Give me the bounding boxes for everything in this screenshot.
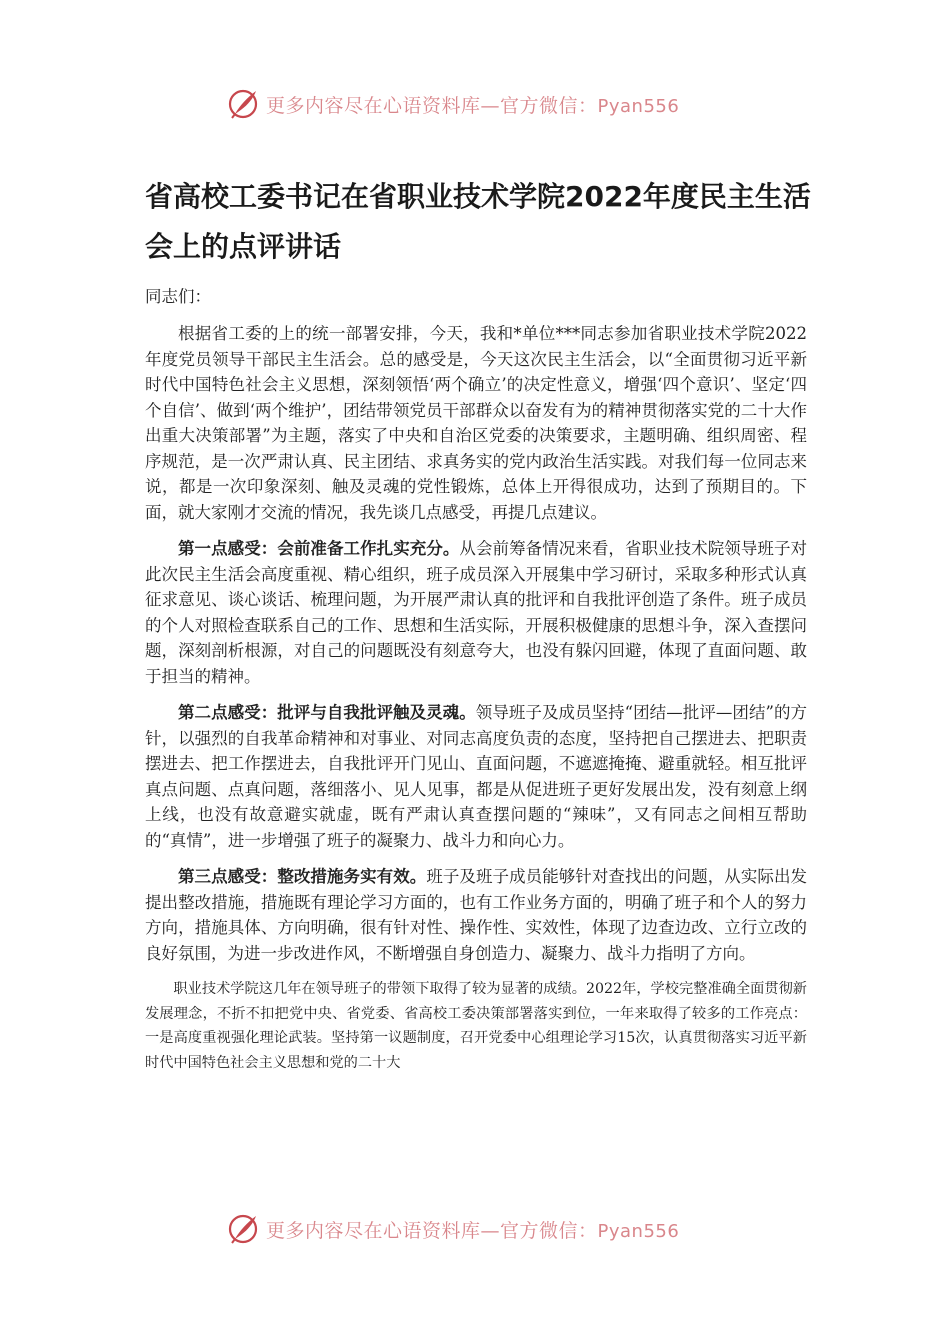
section-body-1: 从会前筹备情况来看，省职业技术院领导班子对此次民主生活会高度重视、精心组织，班子成员深入开展集中学习研讨，采取多种形式认真征求意见、谈心谈话、梳理问题，为开展严肃认真的批评和自我批评创造了条件。班子成员的个人对照检查联系自己的工作、思想和生活实际，开展积极健康的思想斗争，深入查摆问题，深刻剖析根源，对自己的问题既没有刻意夸大，也没有躲闪回避，体现了直面问题、敢于担当的精神。: [145, 539, 808, 686]
section-heading-1: 第一点感受：会前准备工作扎实充分。: [178, 539, 460, 558]
closing-paragraph: 职业技术学院这几年在领导班子的带领下取得了较为显著的成绩。2022年，学校完整准确全面贯彻新发展理念，不折不扣把党中央、省党委、省高校工委决策部署落实到位，一年来取得了较多的工作亮点：一是高度重视强化理论武装。坚持第一议题制度，召开党委中心组理论学习15次，认真贯彻落实习近平新时代中国特色社会主义思想和党的二十大: [145, 981, 807, 1071]
section-heading-2: 第二点感受：批评与自我批评触及灵魂。: [178, 703, 476, 722]
wechat-id: Pyan556: [597, 1220, 680, 1242]
watermark-text: 更多内容尽在心语资料库—官方微信：Pyan556: [266, 1219, 680, 1242]
watermark-text: 更多内容尽在心语资料库—官方微信：Pyan556: [266, 94, 680, 117]
feather-pen-logo-icon: [226, 87, 260, 121]
section-paragraph-1: [145, 536, 807, 689]
watermark-banner-top: [226, 86, 726, 122]
section-body-2: 领导班子及成员坚持“团结—批评—团结”的方针，以强烈的自我革命精神和对事业、对同志高度负责的态度，坚持把自己摆进去、把职责摆进去、把工作摆进去，自我批评开门见山、直面问题，不遮遮掩掩、避重就轻。相互批评真点问题、点真问题，落细落小、见人见事，都是从促进班子更好发展出发，没有刻意上纲上线，也没有故意避实就虚，既有严肃认真查摆问题的“辣味”，又有同志之间相互帮助的“真情”，进一步增强了班子的凝聚力、战斗力和向心力。: [145, 703, 808, 850]
section-heading-3: 第三点感受：整改措施务实有效。: [178, 867, 427, 886]
section-paragraph-3: [145, 864, 807, 966]
watermark-banner-bottom: [226, 1211, 726, 1247]
section-body-3: 班子及班子成员能够针对查找出的问题，从实际出发提出整改措施，措施既有理论学习方面的，也有工作业务方面的，明确了班子和个人的努力方向，措施具体、方向明确，很有针对性、操作性、实效性，体现了边查边改、立行立改的良好氛围，为进一步改进作风，不断增强自身创造力、凝聚力、战斗力指明了方向。: [145, 867, 808, 963]
document-title: 省高校工委书记在省职业技术学院2022年度民主生活会上的点评讲话: [145, 180, 811, 263]
feather-pen-logo-icon: [226, 1212, 260, 1246]
salutation: 同志们：: [145, 287, 211, 306]
intro-paragraph: 根据省工委的上的统一部署安排，今天，我和*单位***同志参加省职业技术学院2022年度党员领导干部民主生活会。总的感受是，今天这次民主生活会，以“全面贯彻习近平新时代中国特色社会主义思想，深刻领悟‘两个确立’的决定性意义，增强‘四个意识’、坚定‘四个自信’、做到‘两个维护’，团结带领党员干部群众以奋发有为的精神贯彻落实党的二十大作出重大决策部署”为主题，落实了中央和自治区党委的决策要求，主题明确、组织周密、程序规范，是一次严肃认真、民主团结、求真务实的党内政治生活实践。对我们每一位同志来说，都是一次印象深刻、触及灵魂的党性锻炼，总体上开得很成功，达到了预期目的。下面，就大家刚才交流的情况，我先谈几点感受，再提几点建议。: [145, 324, 807, 522]
section-paragraph-2: [145, 700, 807, 853]
wechat-id: Pyan556: [597, 95, 680, 117]
document-body: [145, 284, 807, 1086]
